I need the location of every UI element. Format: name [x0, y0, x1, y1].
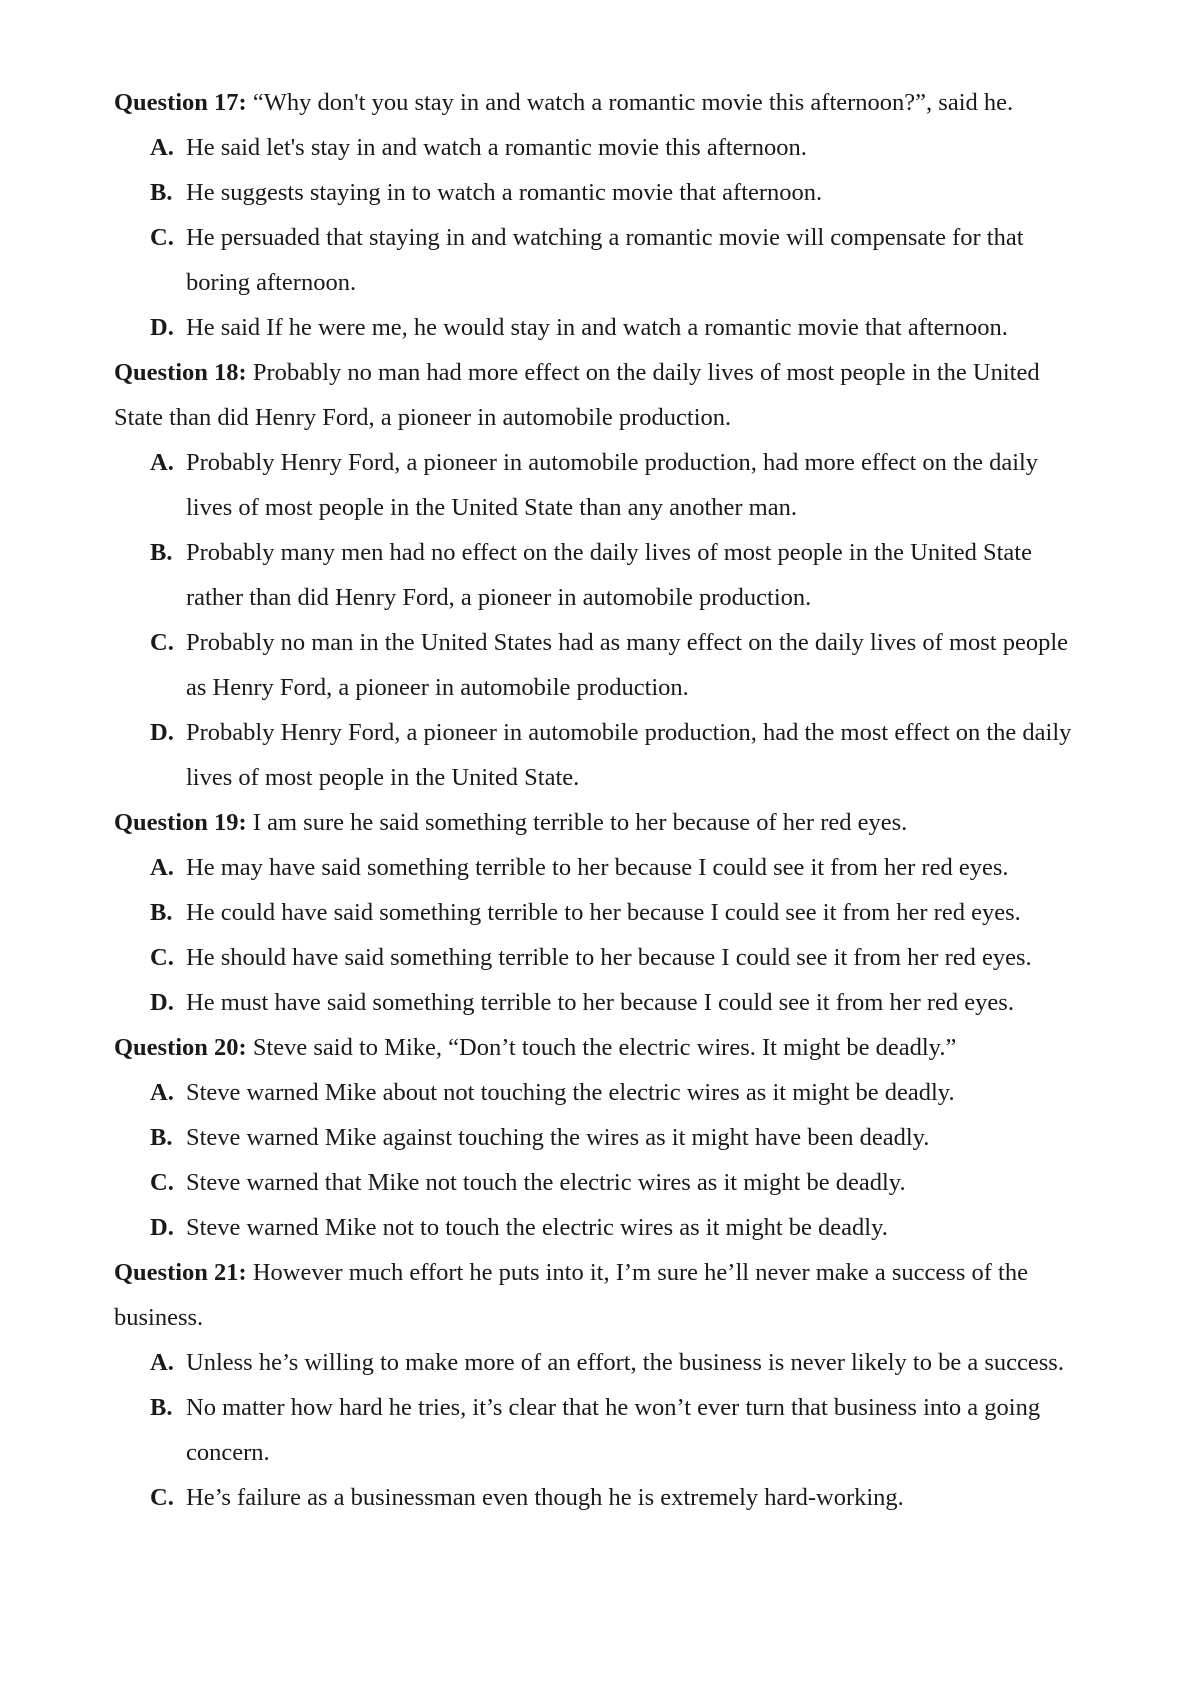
option-letter: B.: [150, 539, 173, 566]
question-stem: [114, 350, 1090, 440]
option-letter: B.: [150, 1394, 173, 1421]
option-d: [114, 305, 1090, 350]
option-c: [114, 215, 1090, 305]
option-a: [114, 1340, 1090, 1385]
option-text: Unless he’s willing to make more of an effort, the business is never likely to be a success.: [186, 1349, 1064, 1376]
question-label: Question 17:: [114, 89, 247, 116]
question-label: Question 20:: [114, 1034, 247, 1061]
option-letter: A.: [150, 1079, 174, 1106]
option-letter: A.: [150, 854, 174, 881]
option-letter: D.: [150, 1214, 174, 1241]
option-text: He’s failure as a businessman even though he is extremely hard-working.: [186, 1484, 904, 1511]
option-a: [114, 845, 1090, 890]
option-letter: B.: [150, 179, 173, 206]
option-text: He could have said something terrible to her because I could see it from her red eyes.: [186, 899, 1021, 926]
option-c: [114, 1160, 1090, 1205]
question-20: [114, 1025, 1090, 1250]
option-text: He said let's stay in and watch a romantic movie this afternoon.: [186, 134, 807, 161]
document-page: [114, 80, 1090, 1520]
question-text: Steve said to Mike, “Don’t touch the electric wires. It might be deadly.”: [252, 1034, 957, 1061]
question-stem: [114, 1025, 1090, 1070]
option-text: He persuaded that staying in and watching a romantic movie will compensate for that boring afternoon.: [186, 224, 1024, 296]
question-18: [114, 350, 1090, 800]
option-letter: D.: [150, 719, 174, 746]
option-text: Steve warned that Mike not touch the electric wires as it might be deadly.: [186, 1169, 906, 1196]
option-d: [114, 1205, 1090, 1250]
option-text: He suggests staying in to watch a romantic movie that afternoon.: [186, 179, 823, 206]
option-letter: C.: [150, 224, 174, 251]
option-text: He should have said something terrible to her because I could see it from her red eyes.: [186, 944, 1032, 971]
option-letter: C.: [150, 1484, 174, 1511]
option-a: [114, 1070, 1090, 1115]
question-19: [114, 800, 1090, 1025]
option-letter: C.: [150, 944, 174, 971]
question-label: Question 18:: [114, 359, 247, 386]
option-text: Probably no man in the United States had as many effect on the daily lives of most people as Henry Ford, a pioneer in automobile production.: [186, 629, 1069, 701]
question-text: “Why don't you stay in and watch a romantic movie this afternoon?”, said he.: [252, 89, 1014, 116]
option-text: Probably many men had no effect on the daily lives of most people in the United State rather than did Henry Ford, a pioneer in automobile production.: [186, 539, 1032, 611]
question-stem: [114, 80, 1090, 125]
option-letter: B.: [150, 1124, 173, 1151]
option-b: [114, 530, 1090, 620]
option-text: He may have said something terrible to her because I could see it from her red eyes.: [186, 854, 1009, 881]
option-c: [114, 935, 1090, 980]
option-text: Probably Henry Ford, a pioneer in automobile production, had more effect on the daily lives of most people in the United State than any another man.: [186, 449, 1039, 521]
option-text: Steve warned Mike not to touch the electric wires as it might be deadly.: [186, 1214, 888, 1241]
question-text: Probably no man had more effect on the daily lives of most people in the United State than did Henry Ford, a pioneer in automobile production.: [114, 359, 1040, 431]
question-17: [114, 80, 1090, 350]
option-letter: B.: [150, 899, 173, 926]
option-letter: A.: [150, 449, 174, 476]
option-b: [114, 170, 1090, 215]
option-text: Steve warned Mike against touching the wires as it might have been deadly.: [186, 1124, 930, 1151]
option-a: [114, 440, 1090, 530]
option-letter: A.: [150, 1349, 174, 1376]
question-21: [114, 1250, 1090, 1520]
option-letter: C.: [150, 1169, 174, 1196]
option-c: [114, 1475, 1090, 1520]
question-stem: [114, 800, 1090, 845]
question-label: Question 19:: [114, 809, 247, 836]
option-text: Steve warned Mike about not touching the electric wires as it might be deadly.: [186, 1079, 955, 1106]
option-d: [114, 710, 1090, 800]
option-b: [114, 1115, 1090, 1160]
option-text: No matter how hard he tries, it’s clear that he won’t ever turn that business into a going concern.: [186, 1394, 1041, 1466]
option-letter: D.: [150, 314, 174, 341]
option-text: Probably Henry Ford, a pioneer in automobile production, had the most effect on the daily lives of most people in the United State.: [186, 719, 1072, 791]
question-stem: [114, 1250, 1090, 1340]
option-letter: C.: [150, 629, 174, 656]
question-text: I am sure he said something terrible to her because of her red eyes.: [252, 809, 908, 836]
option-b: [114, 1385, 1090, 1475]
option-letter: D.: [150, 989, 174, 1016]
option-text: He must have said something terrible to her because I could see it from her red eyes.: [186, 989, 1014, 1016]
option-letter: A.: [150, 134, 174, 161]
question-label: Question 21:: [114, 1259, 247, 1286]
option-b: [114, 890, 1090, 935]
question-text: However much effort he puts into it, I’m sure he’ll never make a success of the business.: [114, 1259, 1028, 1331]
option-c: [114, 620, 1090, 710]
option-a: [114, 125, 1090, 170]
option-d: [114, 980, 1090, 1025]
option-text: He said If he were me, he would stay in and watch a romantic movie that afternoon.: [186, 314, 1008, 341]
